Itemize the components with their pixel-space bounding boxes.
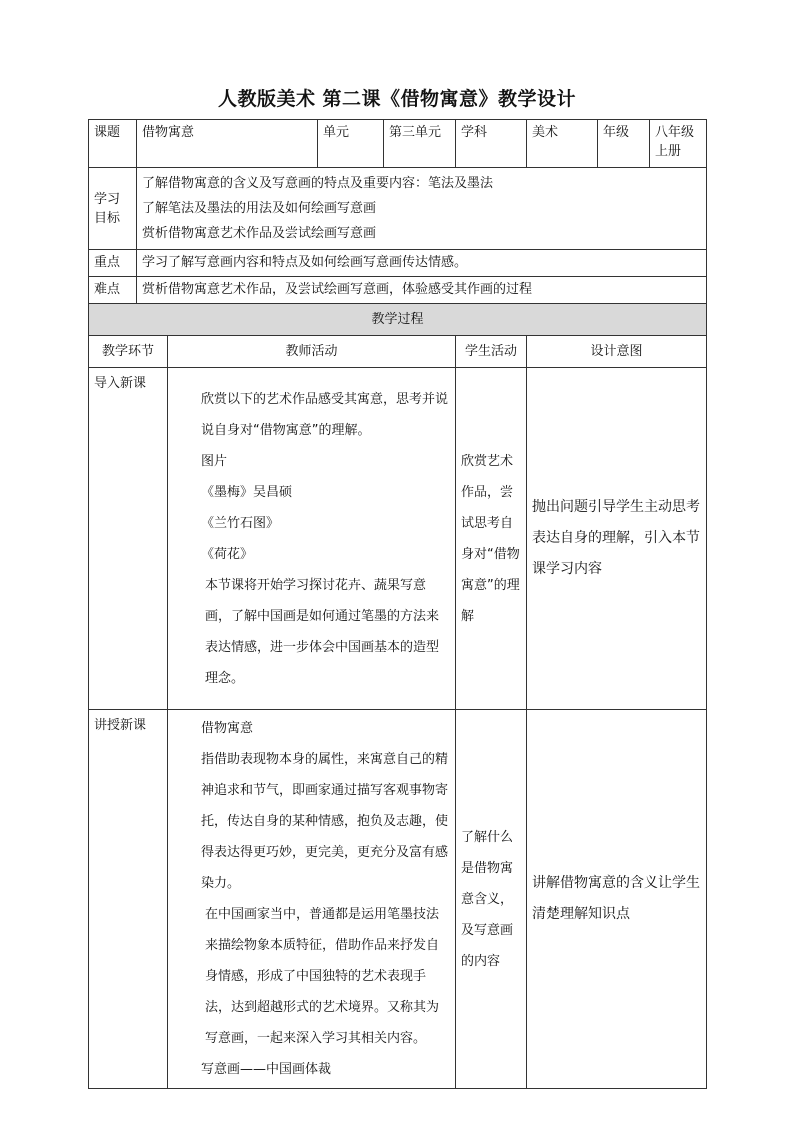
unit-value: 第三单元 <box>384 120 456 168</box>
grade-label: 年级 <box>598 120 650 168</box>
unit-label: 单元 <box>318 120 384 168</box>
teacher-line: 《荷花》 <box>201 546 254 562</box>
difficulty-text: 赏析借物寓意艺术作品，及尝试绘画写意画，体验感受其作画的过程 <box>137 277 707 304</box>
grade-value: 八年级上册 <box>650 120 707 168</box>
goals-label: 学习目标 <box>89 168 137 250</box>
column-teacher: 教师活动 <box>168 336 456 368</box>
student-activity: 了解什么是借物寓意含义，及写意画的内容 <box>456 710 527 1089</box>
goal-line: 了解借物寓意的含义及写意画的特点及重要内容：笔法及墨法 <box>142 176 494 191</box>
column-student: 学生活动 <box>456 336 527 368</box>
subject-label: 学科 <box>456 120 527 168</box>
process-columns-row <box>89 336 707 368</box>
topic-label: 课题 <box>89 120 137 168</box>
difficulty-row <box>89 277 707 304</box>
stage-cell: 导入新课 <box>89 368 168 710</box>
design-intent: 讲解借物寓意的含义让学生清楚理解知识点 <box>527 710 707 1089</box>
goal-line: 赏析借物寓意艺术作品及尝试绘画写意画 <box>142 226 377 241</box>
key-point-label: 重点 <box>89 250 137 277</box>
teacher-line: 写意画——中国画体裁 <box>201 1062 332 1077</box>
teacher-activity <box>168 710 456 1089</box>
process-row <box>89 710 707 1089</box>
document-title: 人教版美术 第二课《借物寓意》教学设计 <box>217 88 577 110</box>
process-header-row <box>89 304 707 336</box>
teacher-line: 本节课将开始学习探讨花卉、蔬果写意画，了解中国画是如何通过笔墨的方法来表达情感，进一步体会中国画基本的造型理念。 <box>205 577 440 686</box>
goals-content <box>137 168 707 250</box>
subject-value: 美术 <box>527 120 598 168</box>
column-stage: 教学环节 <box>89 336 168 368</box>
lesson-plan-table <box>88 119 707 1089</box>
topic-value: 借物寓意 <box>137 120 318 168</box>
goals-row <box>89 168 707 250</box>
teacher-line: 《兰竹石图》 <box>201 515 280 531</box>
stage-cell: 讲授新课 <box>89 710 168 1089</box>
process-row <box>89 368 707 710</box>
teacher-line: 指借助表现物本身的属性，来寓意自己的精神追求和节气，即画家通过描写客观事物寄托，传达自身的某种情感，抱负及志趣，使得表达得更巧妙，更完美，更充分及富有感染力。 <box>201 752 449 891</box>
teacher-line: 欣赏以下的艺术作品感受其寓意，思考并说说自身对“借物寓意”的理解。 <box>201 391 449 438</box>
teacher-activity <box>168 368 456 710</box>
key-point-text: 学习了解写意画内容和特点及如何绘画写意画传达情感。 <box>137 250 707 277</box>
goal-line: 了解笔法及墨法的用法及如何绘画写意画 <box>142 201 377 216</box>
design-intent: 抛出问题引导学生主动思考表达自身的理解，引入本节课学习内容 <box>527 368 707 710</box>
teacher-line: 图片 <box>201 453 228 469</box>
teacher-line: 借物寓意 <box>201 721 254 736</box>
teacher-line: 《墨梅》吴昌硕 <box>201 484 293 500</box>
column-intent: 设计意图 <box>527 336 707 368</box>
difficulty-label: 难点 <box>89 277 137 304</box>
info-row <box>89 120 707 168</box>
teacher-line: 在中国画家当中，普通都是运用笔墨技法来描绘物象本质特征，借助作品来抒发自身情感，形成了中国独特的艺术表现手法，达到超越形式的艺术境界。又称其为写意画，一起来深入学习其相关内容。 <box>205 907 440 1046</box>
student-activity: 欣赏艺术作品，尝试思考自身对“借物寓意”的理解 <box>456 368 527 710</box>
key-point-row <box>89 250 707 277</box>
process-header: 教学过程 <box>89 304 707 336</box>
